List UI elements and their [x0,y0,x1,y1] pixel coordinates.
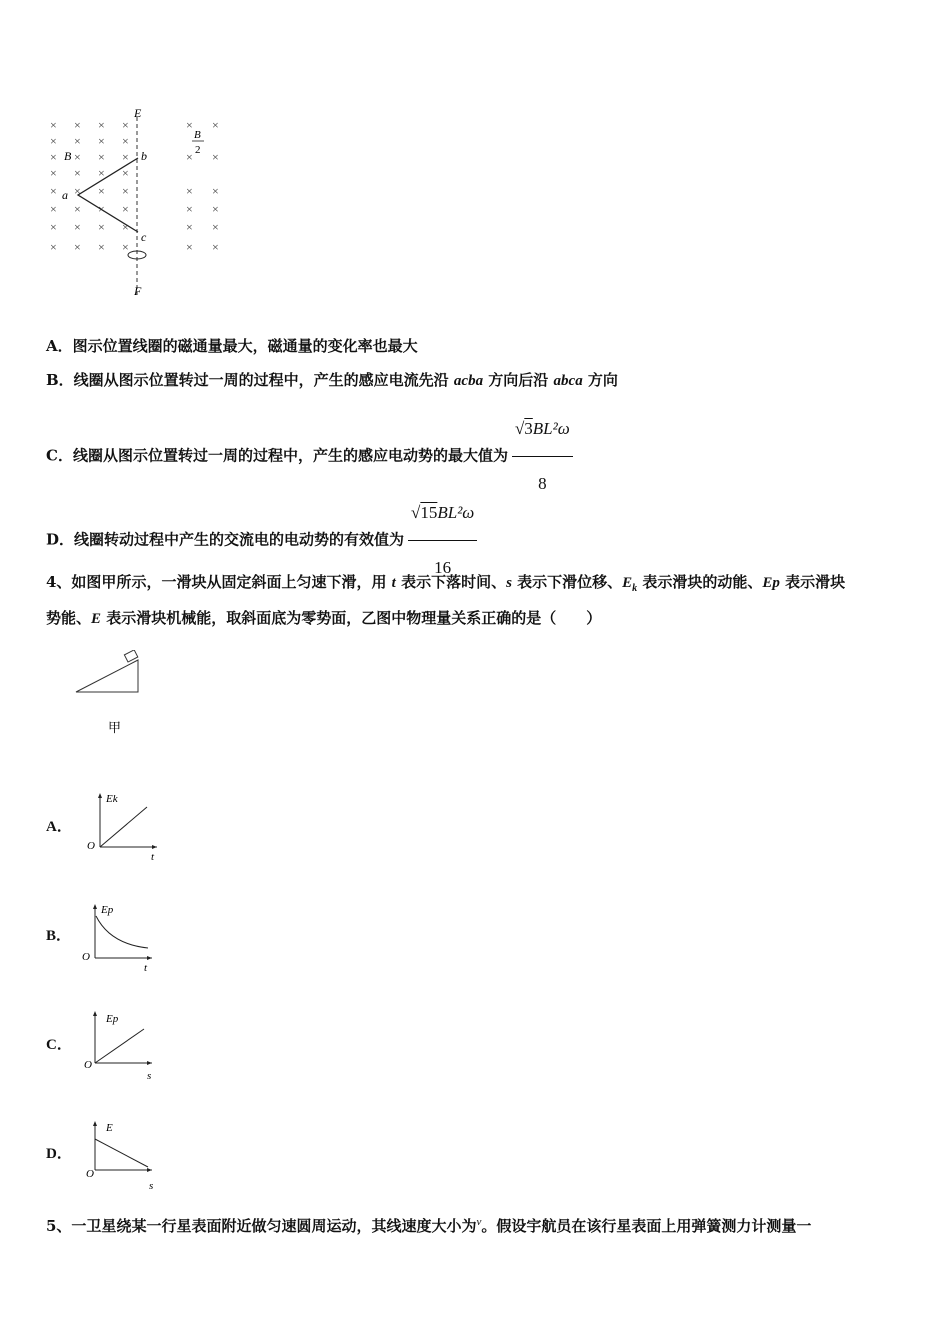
graph-d [80,1115,160,1195]
field-cross: × [122,240,129,254]
field-cross: × [74,220,81,234]
field-cross: × [212,118,219,132]
formula-d: $\frac{\text{√15BL²ω}}{16}$ [408,488,477,593]
q3-option-d: D．线圈转动过程中产生的交流电的电动势的有效值为 $\frac{\text{√15BL²ω}}{16}$ [46,488,477,593]
field-cross: × [186,220,193,234]
field-cross: × [212,184,219,198]
graph-b-curve [96,916,148,948]
field-cross: × [74,184,81,198]
field-cross: × [212,240,219,254]
field-cross: × [122,202,129,216]
incline-figure [70,650,150,740]
label-c: c [141,230,147,244]
q3-option-a: A．图示位置线圈的磁通量最大，磁通量的变化率也最大 [46,337,418,355]
field-cross: × [74,150,81,164]
svg-text:s: s [149,1180,154,1192]
q3-option-b: B．线圈从图示位置转过一周的过程中，产生的感应电流先沿 acba 方向后沿 abca 方向 [46,371,618,389]
magnetic-field-figure [40,105,240,305]
label-B: B [64,149,72,163]
field-cross: × [50,150,57,164]
field-cross: × [50,184,57,198]
q4-stem-line1: 4、如图甲所示，一滑块从固定斜面上匀速下滑，用 t 表示下落时间、s 表示下滑位移、$E_k$ 表示滑块的动能、Ep 表示滑块 [46,573,846,594]
label-b: b [141,149,147,163]
field-cross: × [98,134,105,148]
graph-a-line [100,807,147,847]
label-F: F [134,284,142,298]
label-a: a [62,188,68,202]
field-cross: × [122,150,129,164]
field-cross: × [186,240,193,254]
label-E: E [134,106,142,120]
field-cross: × [98,202,105,216]
field-cross: × [212,220,219,234]
svg-text:Ep: Ep [106,1013,119,1025]
svg-text:E: E [106,1122,113,1134]
field-cross: × [50,202,57,216]
field-cross: × [74,134,81,148]
q3-option-c: C．线圈从图示位置转过一周的过程中，产生的感应电动势的最大值为 $\frac{\text{√3BL²ω}}{8}$ [46,404,573,509]
field-cross: × [98,166,105,180]
q4-option-c-label: C． [46,1037,72,1053]
svg-text:t: t [144,962,148,974]
field-cross: × [122,184,129,198]
field-cross: × [186,150,193,164]
graph-a [85,785,165,865]
field-cross: × [98,220,105,234]
label-jia: 甲 [108,720,122,735]
field-cross: × [122,118,129,132]
label-B-half-den: 2 [195,144,201,156]
field-cross: × [122,134,129,148]
field-cross: × [212,150,219,164]
q4-option-b-label: B． [46,928,72,944]
svg-text:O: O [82,951,90,963]
triangular-coil [78,158,138,232]
svg-text:Ep: Ep [101,904,114,916]
field-cross: × [186,118,193,132]
formula-c: $\frac{\text{√3BL²ω}}{8}$ [512,404,573,509]
svg-text:O: O [84,1059,92,1071]
svg-text:Ek: Ek [106,793,118,805]
field-cross: × [74,202,81,216]
field-cross: × [74,240,81,254]
field-cross: × [50,166,57,180]
field-cross: × [98,240,105,254]
field-cross: × [50,134,57,148]
svg-text:s: s [147,1070,152,1082]
field-cross: × [50,220,57,234]
field-cross: × [98,150,105,164]
svg-text:O: O [87,840,95,852]
svg-text:O: O [86,1168,94,1180]
svg-text:t: t [151,851,155,863]
field-cross: × [98,118,105,132]
field-cross: × [122,220,129,234]
field-cross: × [212,202,219,216]
field-cross: × [122,166,129,180]
field-cross: × [74,118,81,132]
graph-c [80,1005,160,1085]
field-cross: × [186,184,193,198]
q5-stem: 5、一卫星绕某一行星表面附近做匀速圆周运动，其线速度大小为$^v$。假设宇航员在该行星表面上用弹簧测力计测量一 [46,1216,812,1235]
q4-stem-line2: 势能、E 表示滑块机械能，取斜面底为零势面，乙图中物理量关系正确的是（ ） [46,609,602,627]
field-cross: × [50,240,57,254]
q4-option-a-label: A． [46,819,72,835]
label-B-half-num: B [194,129,201,141]
graph-d-line [95,1139,148,1167]
q4-option-d-label: D． [46,1146,72,1162]
field-cross: × [50,118,57,132]
graph-c-line [95,1029,144,1063]
field-cross: × [186,202,193,216]
graph-b [80,898,160,978]
field-cross: × [98,184,105,198]
field-cross: × [74,166,81,180]
